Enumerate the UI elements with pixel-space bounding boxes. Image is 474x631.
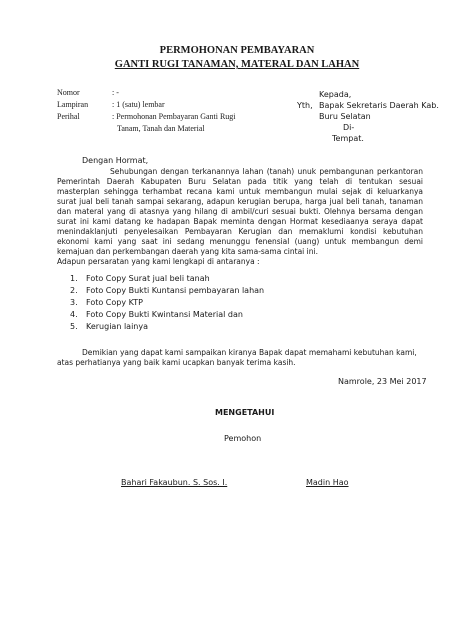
lampiran-label: Lampiran: [57, 100, 89, 109]
nomor-value: : -: [112, 88, 119, 97]
letter-title-line-2-text: GANTI RUGI TANAMAN, MATERAL DAN LAHAN: [114, 59, 360, 70]
salutation: Dengan Hormat,: [82, 156, 149, 165]
perihal-value-2: Tanam, Tanah dan Material: [117, 124, 205, 133]
list-number: 1.: [70, 274, 78, 283]
signer-name-1: Bahari Fakaubun. S. Sos. I.: [121, 478, 228, 487]
mengetahui-label: MENGETAHUI: [215, 408, 275, 417]
recipient-name: Bapak Sekretaris Daerah Kab.: [319, 101, 439, 110]
recipient-di: Di-: [343, 123, 355, 132]
recipient-place: Buru Selatan: [319, 112, 371, 121]
letter-title-line-2: [0, 59, 474, 70]
nomor-label: Nomor: [57, 88, 80, 97]
letter-title-line-1: PERMOHONAN PEMBAYARAN: [159, 45, 315, 56]
perihal-label: Perihal: [57, 112, 80, 121]
paragraph-line: menindaklanjuti penyelesaikan Pembayaran Kerugian dan memaklumi kondisi kebutuhan: [57, 227, 423, 236]
list-number: 2.: [70, 286, 78, 295]
place-date: Namrole, 23 Mei 2017: [338, 377, 427, 386]
signer-name-2: Madin Hao: [306, 478, 349, 487]
requirements-intro: Adapun persaratan yang kami lengkapi di antaranya :: [57, 257, 260, 266]
recipient-kepada: Kepada,: [319, 90, 352, 99]
recipient-yth: Yth,: [297, 101, 313, 110]
list-item: Foto Copy Surat jual beli tanah: [86, 274, 210, 283]
paragraph-line: ekonomi kami yang saat ini sedang menunggu fenensial (uang) untuk membangun demi: [57, 237, 423, 246]
list-item: Foto Copy KTP: [86, 298, 143, 307]
pemohon-label: Pemohon: [224, 434, 262, 443]
lampiran-value: : 1 (satu) lembar: [112, 100, 165, 109]
recipient-tempat: Tempat.: [332, 134, 364, 143]
list-item: Kerugian lainya: [86, 322, 148, 331]
paragraph-line: Pemerintah Daerah Kabupaten Buru Selatan pada titik yang telah di tentukan sesuai: [57, 177, 423, 186]
paragraph-line: dan materal yang di atasnya yang hilang di ambil/curi sesuai bukti. Olehnya bersama dengan: [57, 207, 423, 216]
list-number: 3.: [70, 298, 78, 307]
list-number: 4.: [70, 310, 78, 319]
closing-line-2: atas perhatianya yang baik kami ucapkan banyak terima kasih.: [57, 358, 296, 367]
list-number: 5.: [70, 322, 78, 331]
paragraph-line: surat ini kami datang ke hadapan Bapak meminta dengan Hormat kesediaanya seraya dapat: [57, 217, 423, 226]
paragraph-line: kemajuan dan perkembangan daerah yang kita sama-sama cintai ini.: [57, 247, 318, 256]
paragraph-line: surat jual beli tanah sampai sekarang, adapun kerugian berupa, harga jual beli tanah, tanaman: [57, 197, 423, 206]
paragraph-line: masterplan sehingga terhambat recana kami untuk membangun mulai sejak di keluarkanya: [57, 187, 423, 196]
list-item: Foto Copy Bukti Kwintansi Material dan: [86, 310, 243, 319]
perihal-value-1: : Permohonan Pembayaran Ganti Rugi: [112, 112, 236, 121]
paragraph-line: Sehubungan dengan terkanannya lahan (tanah) unuk pembangunan perkantoran: [110, 167, 423, 176]
closing-line-1: Demikian yang dapat kami sampaikan kiranya Bapak dapat memahami kebutuhan kami,: [82, 348, 417, 357]
list-item: Foto Copy Bukti Kuntansi pembayaran lahan: [86, 286, 265, 295]
